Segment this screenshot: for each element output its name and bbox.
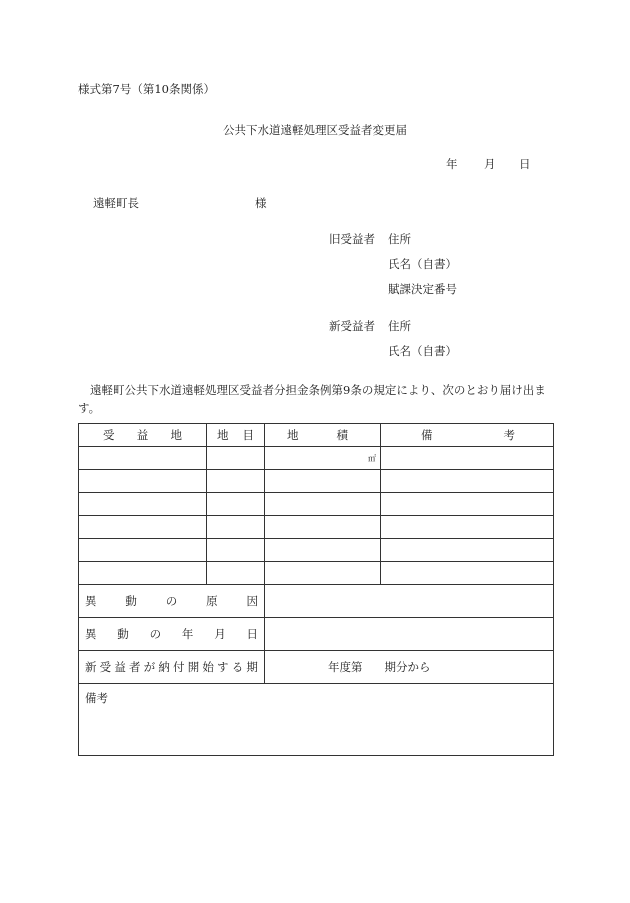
header-land-char: 益 xyxy=(136,428,149,442)
land-cell[interactable] xyxy=(79,470,207,493)
remarks-row xyxy=(79,684,554,756)
date-month-label: 月 xyxy=(484,157,496,171)
new-beneficiary-label: 新受益者 xyxy=(329,319,375,333)
change-date-row xyxy=(79,618,554,651)
period-from-label: 期分から xyxy=(384,660,431,674)
fiscal-year-label: 年度第 xyxy=(328,660,363,674)
label-char: 日 xyxy=(246,627,258,641)
label-char: 始 xyxy=(202,660,214,674)
change-date-field[interactable] xyxy=(265,618,554,651)
label-char: の xyxy=(149,627,162,641)
remarks-cell[interactable] xyxy=(381,516,554,539)
land-category-cell[interactable] xyxy=(207,493,265,516)
area-cell[interactable] xyxy=(265,470,381,493)
table-row xyxy=(79,562,554,585)
date-day-label: 日 xyxy=(519,157,531,171)
area-cell[interactable] xyxy=(265,447,381,470)
land-cell[interactable] xyxy=(79,539,207,562)
area-cell[interactable] xyxy=(265,493,381,516)
label-char: 異 xyxy=(85,627,97,641)
label-char: 動 xyxy=(125,594,137,608)
land-cell[interactable] xyxy=(79,493,207,516)
land-cell[interactable] xyxy=(79,516,207,539)
label-char: 異 xyxy=(85,594,97,608)
old-beneficiary-assessment-label: 賦課決定番号 xyxy=(388,282,457,296)
header-remarks-char: 考 xyxy=(503,428,515,442)
header-land-category-char: 目 xyxy=(242,428,254,442)
header-land-category xyxy=(207,424,265,447)
label-char: が xyxy=(143,660,156,674)
label-char: 月 xyxy=(214,627,226,641)
header-area-char: 地 xyxy=(287,428,299,442)
label-char: 原 xyxy=(206,594,218,608)
label-char: 新 xyxy=(85,660,97,674)
payment-start-field[interactable] xyxy=(265,651,554,684)
remarks-label: 備考 xyxy=(85,691,108,705)
date-year-label: 年 xyxy=(446,157,458,171)
land-category-cell[interactable] xyxy=(207,470,265,493)
change-reason-label xyxy=(79,585,265,618)
remarks-cell[interactable] xyxy=(381,493,554,516)
old-beneficiary-name-label: 氏名（自書） xyxy=(388,257,457,271)
label-char: の xyxy=(165,594,178,608)
label-char: 因 xyxy=(246,594,258,608)
label-char: 益 xyxy=(114,660,126,674)
label-char: す xyxy=(217,660,229,674)
header-remarks xyxy=(381,424,554,447)
change-reason-field[interactable] xyxy=(265,585,554,618)
table-header-row xyxy=(79,424,554,447)
payment-start-row xyxy=(79,651,554,684)
label-char: 付 xyxy=(173,660,185,674)
header-area-char: 積 xyxy=(336,428,348,442)
header-land-category-char: 地 xyxy=(217,428,229,442)
payment-start-label xyxy=(79,651,265,684)
remarks-cell[interactable] xyxy=(381,470,554,493)
land-category-cell[interactable] xyxy=(207,447,265,470)
land-category-cell[interactable] xyxy=(207,562,265,585)
land-category-cell[interactable] xyxy=(207,516,265,539)
new-beneficiary-name-label: 氏名（自書） xyxy=(388,344,457,358)
change-date-label xyxy=(79,618,265,651)
old-beneficiary-label: 旧受益者 xyxy=(329,232,375,246)
addressee-honorific: 様 xyxy=(255,196,267,210)
land-category-cell[interactable] xyxy=(207,539,265,562)
header-land-char: 地 xyxy=(170,428,182,442)
new-beneficiary-address-label: 住所 xyxy=(388,319,411,333)
body-text: 遠軽町公共下水道遠軽処理区受益者分担金条例第9条の規定により、次のとおり届け出ます。 xyxy=(78,383,546,415)
table-row xyxy=(79,493,554,516)
table-row xyxy=(79,447,554,470)
table-row xyxy=(79,539,554,562)
header-area xyxy=(265,424,381,447)
label-char: 受 xyxy=(99,660,112,674)
area-cell[interactable] xyxy=(265,539,381,562)
old-beneficiary-address-label: 住所 xyxy=(388,232,411,246)
remarks-cell[interactable] xyxy=(381,562,554,585)
remarks-cell[interactable] xyxy=(381,539,554,562)
area-cell[interactable] xyxy=(265,516,381,539)
change-reason-row xyxy=(79,585,554,618)
label-char: 開 xyxy=(187,660,200,674)
addressee-name: 遠軽町長 xyxy=(93,196,139,210)
label-char: 期 xyxy=(246,660,258,674)
form-title: 公共下水道遠軽処理区受益者変更届 xyxy=(223,123,407,137)
header-land xyxy=(79,424,207,447)
label-char: 年 xyxy=(181,627,194,641)
land-cell[interactable] xyxy=(79,447,207,470)
label-char: 納 xyxy=(158,660,170,674)
land-table xyxy=(78,423,554,756)
area-cell[interactable] xyxy=(265,562,381,585)
table-row xyxy=(79,470,554,493)
area-unit: ㎡ xyxy=(368,453,376,463)
land-cell[interactable] xyxy=(79,562,207,585)
table-row xyxy=(79,516,554,539)
remarks-cell[interactable] xyxy=(381,447,554,470)
form-number: 様式第7号（第10条関係） xyxy=(78,82,215,96)
header-land-char: 受 xyxy=(103,428,115,442)
header-remarks-char: 備 xyxy=(421,428,433,442)
label-char: る xyxy=(231,660,244,674)
label-char: 者 xyxy=(129,660,141,674)
remarks-field[interactable] xyxy=(79,684,554,756)
label-char: 動 xyxy=(117,627,129,641)
